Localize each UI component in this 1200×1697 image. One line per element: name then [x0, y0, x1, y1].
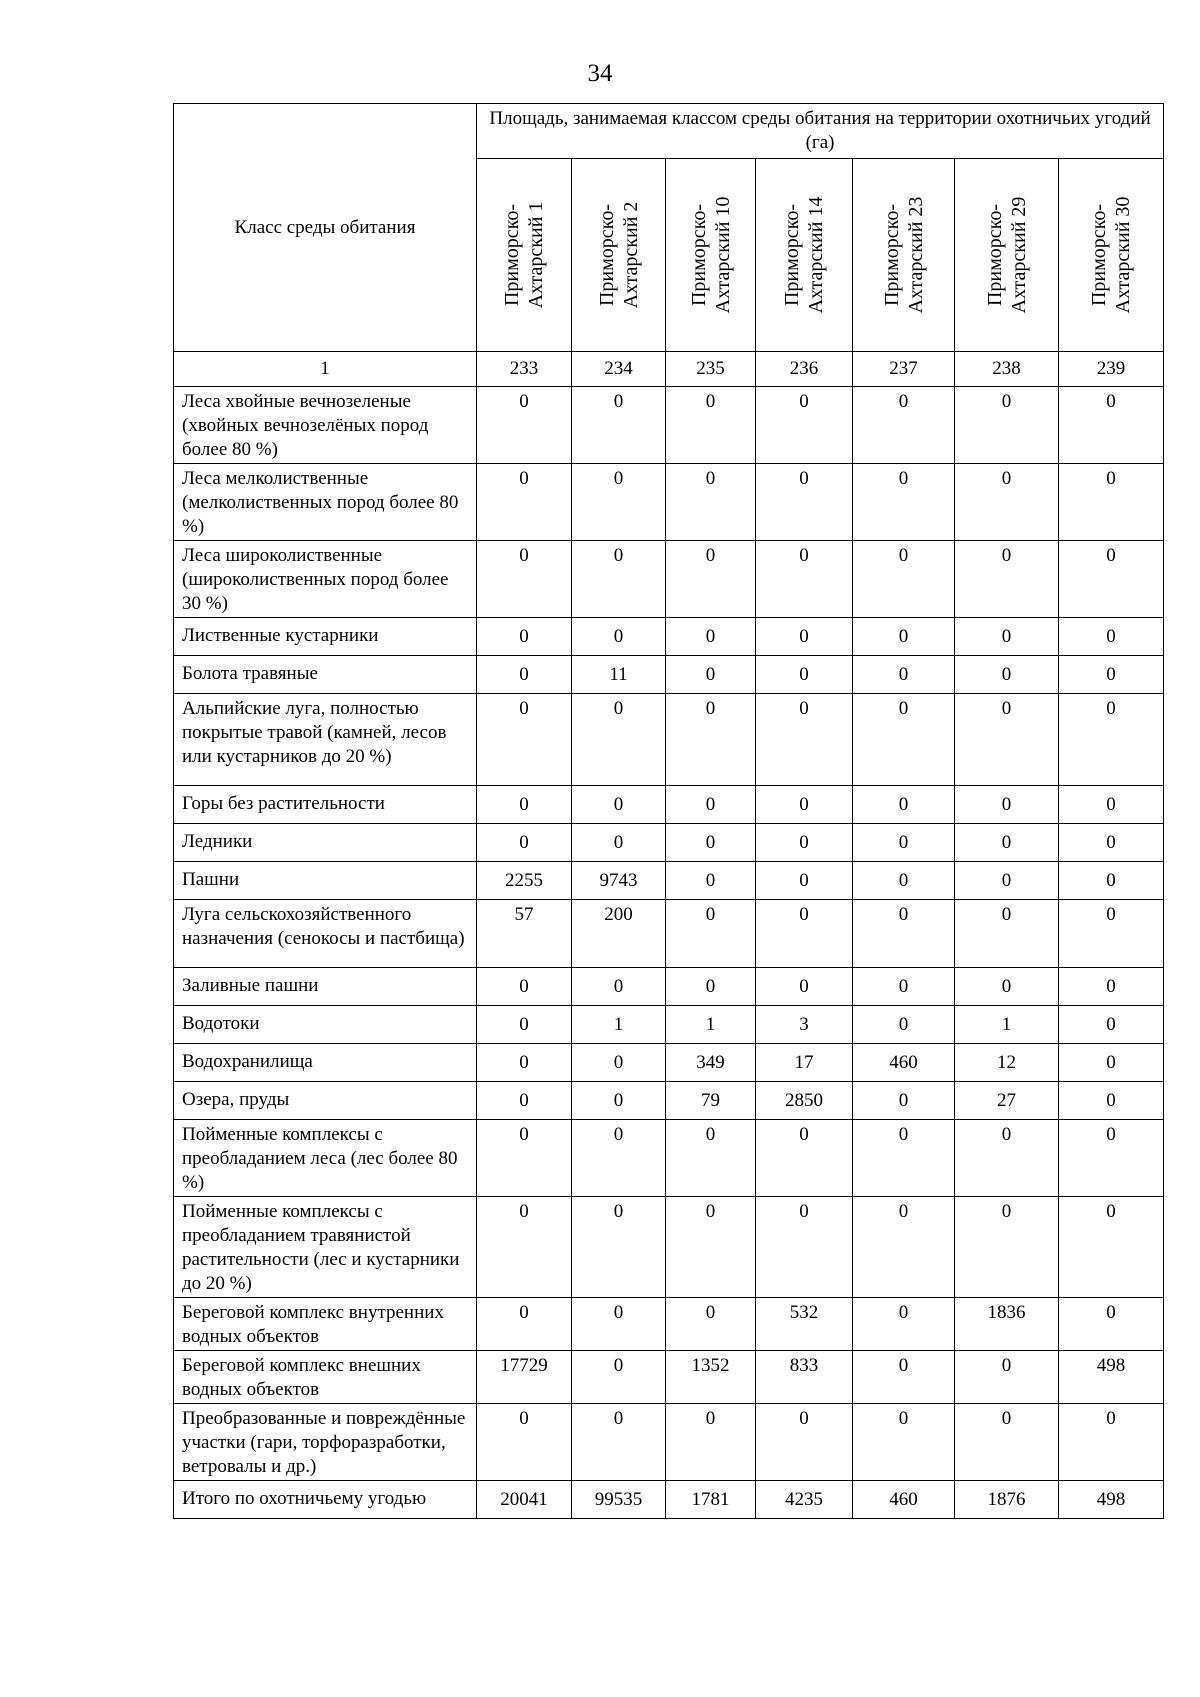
area-value-cell: 4235 [756, 1481, 853, 1519]
table-row [174, 464, 1164, 541]
area-value-cell: 0 [853, 618, 955, 656]
area-value-cell: 0 [477, 786, 572, 824]
area-value-cell: 0 [572, 1120, 666, 1197]
column-number: 239 [1059, 352, 1164, 387]
area-value-cell: 0 [756, 541, 853, 618]
area-value-cell: 0 [756, 387, 853, 464]
area-value-cell: 0 [853, 1006, 955, 1044]
table-row [174, 387, 1164, 464]
total-row [174, 1481, 1164, 1519]
habitat-class-label: Леса широколиственные (широколиственных пород более 30 %) [174, 541, 477, 618]
area-value-cell: 0 [756, 968, 853, 1006]
area-value-cell: 0 [1059, 694, 1164, 786]
area-value-cell: 1 [955, 1006, 1059, 1044]
area-value-cell: 0 [666, 900, 756, 968]
column-header-label: Приморско-Ахтарский 14 [781, 196, 827, 314]
table-row [174, 694, 1164, 786]
area-value-cell: 0 [955, 387, 1059, 464]
table-row [174, 541, 1164, 618]
area-value-cell: 0 [477, 824, 572, 862]
table-row [174, 1298, 1164, 1351]
habitat-class-label: Озера, пруды [174, 1082, 477, 1120]
habitat-class-label: Леса мелколиственные (мелколиственных пород более 80 %) [174, 464, 477, 541]
area-value-cell: 99535 [572, 1481, 666, 1519]
area-value-cell: 0 [666, 694, 756, 786]
area-value-cell: 0 [666, 618, 756, 656]
area-value-cell: 11 [572, 656, 666, 694]
area-value-cell: 0 [1059, 1197, 1164, 1298]
area-value-cell: 0 [756, 464, 853, 541]
habitat-class-label: Ледники [174, 824, 477, 862]
area-value-cell: 0 [955, 1120, 1059, 1197]
area-value-cell: 0 [477, 618, 572, 656]
habitat-area-table [173, 103, 1164, 1519]
area-value-cell: 0 [853, 694, 955, 786]
area-value-cell: 0 [756, 1404, 853, 1481]
area-value-cell: 0 [955, 1351, 1059, 1404]
area-value-cell: 0 [756, 824, 853, 862]
area-value-cell: 0 [477, 1197, 572, 1298]
column-number: 238 [955, 352, 1059, 387]
area-value-cell: 2255 [477, 862, 572, 900]
area-header: Площадь, занимаемая классом среды обитания на территории охотничьих угодий (га) [477, 104, 1164, 159]
area-value-cell: 0 [572, 1197, 666, 1298]
area-value-cell: 0 [853, 387, 955, 464]
area-value-cell: 0 [756, 1120, 853, 1197]
area-value-cell: 0 [477, 1044, 572, 1082]
area-value-cell: 0 [955, 824, 1059, 862]
habitat-class-label: Альпийские луга, полностью покрытые травой (камней, лесов или кустарников до 20 %) [174, 694, 477, 786]
area-value-cell: 0 [572, 968, 666, 1006]
area-value-cell: 0 [1059, 786, 1164, 824]
area-value-cell: 0 [756, 694, 853, 786]
column-header-hunting-ground [853, 159, 955, 352]
area-value-cell: 0 [756, 1197, 853, 1298]
habitat-class-label: Итого по охотничьему угодью [174, 1481, 477, 1519]
area-value-cell: 0 [572, 464, 666, 541]
area-value-cell: 0 [477, 968, 572, 1006]
area-value-cell: 0 [572, 618, 666, 656]
area-value-cell: 0 [1059, 541, 1164, 618]
area-value-cell: 498 [1059, 1351, 1164, 1404]
area-value-cell: 0 [756, 656, 853, 694]
area-value-cell: 0 [853, 541, 955, 618]
area-value-cell: 498 [1059, 1481, 1164, 1519]
area-value-cell: 0 [572, 824, 666, 862]
area-value-cell: 0 [666, 1197, 756, 1298]
area-value-cell: 0 [666, 824, 756, 862]
area-value-cell: 0 [477, 1404, 572, 1481]
column-header-label: Приморско-Ахтарский 23 [880, 196, 927, 314]
area-value-cell: 0 [666, 541, 756, 618]
area-value-cell: 0 [756, 862, 853, 900]
table-row [174, 656, 1164, 694]
table-row [174, 1082, 1164, 1120]
table-row [174, 968, 1164, 1006]
column-header-hunting-ground [955, 159, 1059, 352]
column-number: 235 [666, 352, 756, 387]
area-value-cell: 0 [1059, 1006, 1164, 1044]
habitat-class-label: Леса хвойные вечнозеленые (хвойных вечнозелёных пород более 80 %) [174, 387, 477, 464]
habitat-class-label: Пойменные комплексы с преобладанием леса (лес более 80 %) [174, 1120, 477, 1197]
habitat-class-label: Преобразованные и повреждённые участки (гари, торфоразработки, ветровалы и др.) [174, 1404, 477, 1481]
area-value-cell: 0 [1059, 1120, 1164, 1197]
area-value-cell: 0 [572, 1404, 666, 1481]
area-value-cell: 1 [572, 1006, 666, 1044]
column-header-label: Приморско-Ахтарский 2 [595, 201, 642, 309]
area-value-cell: 0 [666, 656, 756, 694]
habitat-class-label: Водохранилища [174, 1044, 477, 1082]
table-row [174, 824, 1164, 862]
habitat-class-header: Класс среды обитания [174, 104, 477, 352]
area-value-cell: 0 [853, 862, 955, 900]
area-value-cell: 0 [572, 1044, 666, 1082]
area-value-cell: 1 [666, 1006, 756, 1044]
column-number: 1 [174, 352, 477, 387]
area-value-cell: 0 [1059, 1044, 1164, 1082]
column-header-hunting-ground [666, 159, 756, 352]
area-value-cell: 0 [572, 541, 666, 618]
area-value-cell: 1352 [666, 1351, 756, 1404]
habitat-class-label: Болота травяные [174, 656, 477, 694]
area-value-cell: 0 [955, 464, 1059, 541]
area-value-cell: 27 [955, 1082, 1059, 1120]
area-value-cell: 0 [572, 786, 666, 824]
area-value-cell: 349 [666, 1044, 756, 1082]
table-row [174, 1120, 1164, 1197]
habitat-class-label: Пойменные комплексы с преобладанием травянистой растительности (лес и кустарники до 20 %) [174, 1197, 477, 1298]
area-value-cell: 9743 [572, 862, 666, 900]
column-header-hunting-ground [477, 159, 572, 352]
area-value-cell: 0 [853, 1298, 955, 1351]
habitat-class-label: Луга сельскохозяйственного назначения (сенокосы и пастбища) [174, 900, 477, 968]
area-value-cell: 0 [955, 694, 1059, 786]
area-value-cell: 0 [955, 900, 1059, 968]
area-value-cell: 0 [955, 862, 1059, 900]
area-value-cell: 0 [666, 464, 756, 541]
area-value-cell: 0 [853, 786, 955, 824]
area-value-cell: 0 [853, 824, 955, 862]
area-value-cell: 0 [1059, 1298, 1164, 1351]
area-value-cell: 0 [1059, 618, 1164, 656]
area-value-cell: 833 [756, 1351, 853, 1404]
area-value-cell: 200 [572, 900, 666, 968]
area-value-cell: 532 [756, 1298, 853, 1351]
area-value-cell: 0 [572, 1082, 666, 1120]
area-value-cell: 0 [477, 1082, 572, 1120]
area-value-cell: 17 [756, 1044, 853, 1082]
table-row [174, 786, 1164, 824]
habitat-class-label: Водотоки [174, 1006, 477, 1044]
area-value-cell: 0 [955, 786, 1059, 824]
area-value-cell: 1876 [955, 1481, 1059, 1519]
area-value-cell: 0 [666, 387, 756, 464]
area-value-cell: 0 [477, 694, 572, 786]
table-row [174, 1006, 1164, 1044]
area-value-cell: 0 [666, 1404, 756, 1481]
area-value-cell: 2850 [756, 1082, 853, 1120]
area-value-cell: 0 [572, 1351, 666, 1404]
area-value-cell: 1836 [955, 1298, 1059, 1351]
column-number: 233 [477, 352, 572, 387]
area-value-cell: 0 [477, 1120, 572, 1197]
area-value-cell: 3 [756, 1006, 853, 1044]
area-value-cell: 0 [666, 1120, 756, 1197]
area-value-cell: 0 [572, 694, 666, 786]
area-value-cell: 0 [1059, 824, 1164, 862]
area-value-cell: 0 [666, 862, 756, 900]
area-value-cell: 0 [853, 1197, 955, 1298]
area-value-cell: 0 [756, 900, 853, 968]
area-value-cell: 12 [955, 1044, 1059, 1082]
area-value-cell: 0 [1059, 862, 1164, 900]
area-value-cell: 460 [853, 1481, 955, 1519]
area-value-cell: 0 [853, 968, 955, 1006]
area-value-cell: 0 [853, 1082, 955, 1120]
column-header-hunting-ground [1059, 159, 1164, 352]
area-value-cell: 460 [853, 1044, 955, 1082]
habitat-class-label: Пашни [174, 862, 477, 900]
area-value-cell: 0 [1059, 1082, 1164, 1120]
area-value-cell: 0 [853, 900, 955, 968]
table-row [174, 618, 1164, 656]
area-value-cell: 0 [955, 968, 1059, 1006]
area-value-cell: 0 [1059, 656, 1164, 694]
area-value-cell: 0 [477, 1298, 572, 1351]
area-value-cell: 0 [955, 1197, 1059, 1298]
area-value-cell: 0 [477, 387, 572, 464]
area-value-cell: 17729 [477, 1351, 572, 1404]
area-value-cell: 0 [666, 786, 756, 824]
area-value-cell: 0 [955, 656, 1059, 694]
area-value-cell: 0 [853, 464, 955, 541]
area-value-cell: 0 [477, 656, 572, 694]
area-value-cell: 0 [666, 968, 756, 1006]
area-value-cell: 0 [1059, 387, 1164, 464]
column-number: 236 [756, 352, 853, 387]
habitat-class-label: Горы без растительности [174, 786, 477, 824]
area-value-cell: 0 [477, 1006, 572, 1044]
area-value-cell: 0 [955, 1404, 1059, 1481]
table-row [174, 1197, 1164, 1298]
table-row [174, 862, 1164, 900]
area-value-cell: 0 [853, 1404, 955, 1481]
area-value-cell: 0 [1059, 968, 1164, 1006]
area-value-cell: 0 [955, 618, 1059, 656]
column-number: 237 [853, 352, 955, 387]
area-value-cell: 0 [853, 1120, 955, 1197]
area-value-cell: 0 [1059, 464, 1164, 541]
column-header-hunting-ground [572, 159, 666, 352]
habitat-class-label: Береговой комплекс внутренних водных объектов [174, 1298, 477, 1351]
table-row [174, 1404, 1164, 1481]
habitat-class-label: Береговой комплекс внешних водных объектов [174, 1351, 477, 1404]
area-value-cell: 0 [756, 786, 853, 824]
column-header-label: Приморско-Ахтарский 10 [687, 196, 734, 314]
area-value-cell: 0 [853, 1351, 955, 1404]
area-value-cell: 0 [572, 387, 666, 464]
column-header-label: Приморско-Ахтарский 30 [1088, 196, 1135, 314]
area-value-cell: 20041 [477, 1481, 572, 1519]
table-row [174, 900, 1164, 968]
area-value-cell: 0 [477, 541, 572, 618]
column-header-hunting-ground [756, 159, 853, 352]
area-value-cell: 0 [756, 618, 853, 656]
column-header-label: Приморско-Ахтарский 29 [983, 196, 1030, 314]
table-row [174, 1044, 1164, 1082]
area-value-cell: 0 [1059, 900, 1164, 968]
area-value-cell: 57 [477, 900, 572, 968]
habitat-class-label: Лиственные кустарники [174, 618, 477, 656]
area-value-cell: 0 [853, 656, 955, 694]
area-value-cell: 0 [1059, 1404, 1164, 1481]
table-row [174, 1351, 1164, 1404]
area-value-cell: 0 [477, 464, 572, 541]
area-value-cell: 79 [666, 1082, 756, 1120]
page-number: 34 [587, 60, 613, 87]
area-value-cell: 0 [572, 1298, 666, 1351]
area-value-cell: 0 [955, 541, 1059, 618]
area-value-cell: 0 [666, 1298, 756, 1351]
column-number: 234 [572, 352, 666, 387]
habitat-class-label: Заливные пашни [174, 968, 477, 1006]
area-value-cell: 1781 [666, 1481, 756, 1519]
column-header-label: Приморско-Ахтарский 1 [501, 201, 547, 309]
